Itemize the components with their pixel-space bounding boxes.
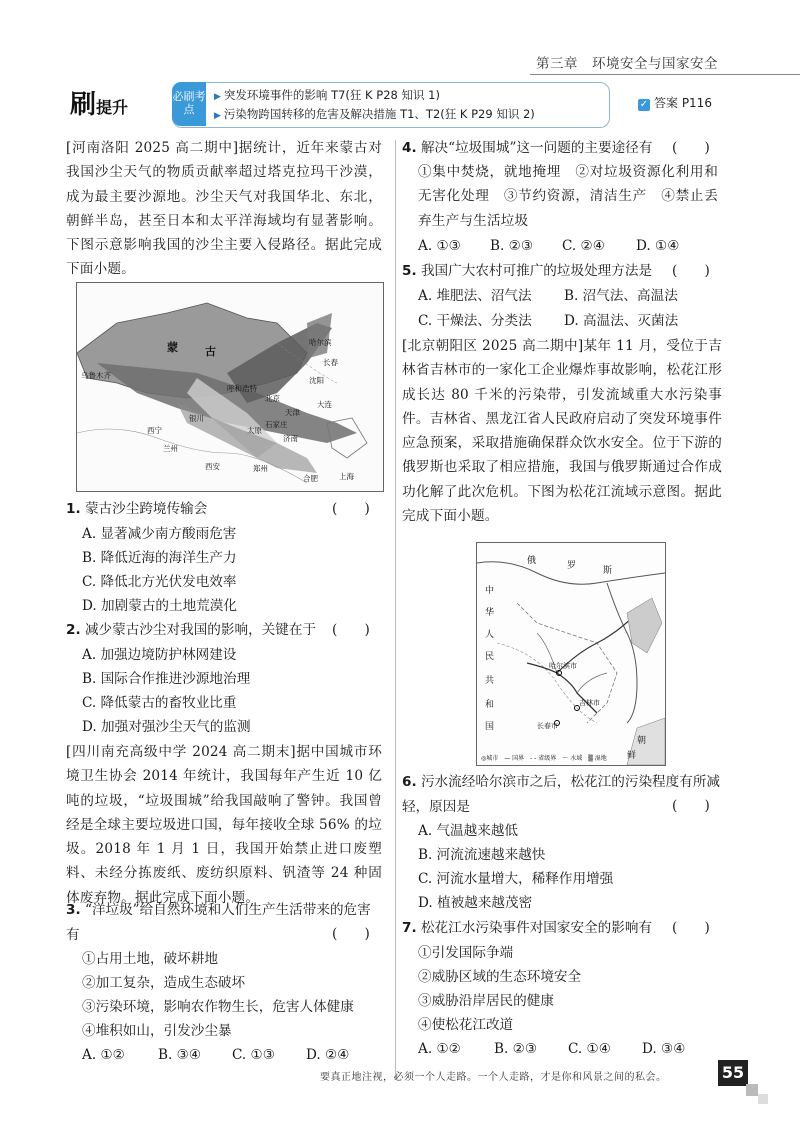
option[interactable]: C. 河流水量增大，稀释作用增强	[418, 871, 614, 887]
map-label: 上海	[339, 472, 354, 481]
map-label: 兰州	[163, 444, 178, 453]
option[interactable]: A. ①②	[82, 1047, 125, 1063]
option[interactable]: B. 降低近海的海洋生产力	[82, 550, 237, 566]
column-divider	[395, 140, 396, 1080]
map-label: 呼和浩特	[227, 384, 257, 393]
triangle-icon: ▶	[214, 92, 221, 102]
sandstorm-map-svg	[77, 283, 383, 491]
knowledge-line-2: ▶ 污染物跨国转移的危害及解决措施 T1、T2(狂 K P29 知识 2)	[214, 107, 535, 121]
option[interactable]: D. ①④	[636, 238, 680, 254]
map-label: 民	[485, 652, 495, 662]
songhua-map	[476, 542, 666, 766]
option[interactable]: B. ②③	[490, 238, 534, 254]
option[interactable]: C. ②④	[562, 238, 605, 254]
answer-bracket[interactable]: ( )	[672, 920, 710, 936]
map-label: 郑州	[253, 464, 268, 473]
answer-bracket[interactable]: ( )	[672, 140, 710, 156]
header-rule	[530, 74, 800, 75]
option[interactable]: D. ③④	[642, 1041, 686, 1057]
logo-small-text: 提升	[96, 98, 129, 117]
answer-ref[interactable]: ✓ 答案 P116	[639, 96, 712, 110]
option[interactable]: B. 河流流速越来越快	[418, 847, 546, 863]
option[interactable]: A. 气温越来越低	[418, 823, 519, 839]
map-label: 吉林市	[579, 699, 600, 707]
option[interactable]: A. 堆肥法、沼气法	[418, 288, 532, 304]
option[interactable]: B. 国际合作推进沙源地治理	[82, 671, 251, 687]
map-label: 天津	[285, 408, 300, 417]
logo-big-char: 刷	[70, 90, 97, 120]
page-number: 55	[718, 1060, 748, 1086]
map-label: 太原	[247, 426, 262, 435]
answer-bracket[interactable]: ( )	[332, 501, 370, 517]
option[interactable]: C. ①④	[568, 1041, 611, 1057]
option[interactable]: D. 高温法、灭菌法	[564, 313, 679, 329]
answer-bracket[interactable]: ( )	[332, 622, 370, 638]
map-label: 人	[485, 630, 495, 640]
option[interactable]: A. ①③	[418, 238, 461, 254]
option[interactable]: B. ②③	[494, 1041, 538, 1057]
map-label: 和	[485, 700, 495, 710]
section-logo	[70, 84, 128, 121]
statement: ③威胁沿岸居民的健康	[418, 993, 554, 1009]
map-label: 古	[205, 345, 216, 358]
corner-decoration	[746, 1084, 758, 1096]
map-label: 大连	[317, 400, 332, 409]
answer-bracket[interactable]: ( )	[672, 798, 710, 814]
map-label: 斯	[603, 566, 613, 576]
question-4: 4. 解决“垃圾围城”这一问题的主要途径有	[402, 140, 653, 156]
map-label: 俄	[527, 556, 537, 566]
chapter-title: 第三章 环境安全与国家安全	[536, 56, 718, 72]
footer-quote: 要真正地注视，必须一个人走路。一个人走路，才是你和风景之间的私会。	[320, 1072, 667, 1083]
map-label: 合肥	[303, 474, 318, 483]
map-legend: ◎城市 — 国界 - - 省级界 ～ 水域 ▒ 湿地	[481, 755, 607, 762]
statement: ④堆积如山，引发沙尘暴	[82, 1023, 232, 1039]
statement: ①占用土地，破坏耕地	[82, 951, 218, 967]
option[interactable]: A. 显著减少南方酸雨危害	[82, 526, 237, 542]
question-2: 2. 减少蒙古沙尘对我国的影响，关键在于	[66, 622, 317, 638]
question-1: 1. 蒙古沙尘跨境传输会	[66, 501, 208, 517]
option[interactable]: B. ③④	[158, 1047, 202, 1063]
map-label: 蒙	[167, 341, 178, 354]
option[interactable]: D. 加强对强沙尘天气的监测	[82, 719, 251, 735]
knowledge-badge: 必刷考点	[172, 82, 206, 126]
option[interactable]: C. 降低蒙古的畜牧业比重	[82, 695, 237, 711]
question-3: 3. “洋垃圾”给自然环境和人们生产生活带来的危害有	[66, 902, 371, 943]
passage-songhua: [北京朝阳区 2025 高二期中]某年 11 月，受位于吉林省吉林市的一家化工企业爆炸事故影响，松花江形成长达 80 千米的污染带，引发流域重大水污染事件。吉林省、黑龙江省人民政府启动了突发环境事件应急预案，采取措施确保群众饮水安全。位于下游的俄罗斯也采取了相应措施，我国与俄罗斯通过合作成功化解了此次危机。下图为松花江流域示意图。据此完成下面小题。	[402, 338, 722, 525]
knowledge-line-1: ▶ 突发环境事件的影响 T7(狂 K P28 知识 1)	[214, 88, 440, 102]
map-label: 哈尔滨市	[549, 662, 577, 670]
check-icon: ✓	[639, 99, 649, 110]
sandstorm-map	[76, 282, 384, 492]
map-label: 朝	[637, 736, 647, 746]
map-label: 乌鲁木齐	[81, 371, 111, 380]
option[interactable]: D. 植被越来越茂密	[418, 895, 533, 911]
map-label: 长春市	[537, 722, 558, 730]
option[interactable]: C. ①③	[232, 1047, 275, 1063]
map-label: 西安	[205, 462, 220, 471]
statement: ①引发国际争端	[418, 945, 514, 961]
statement: ④使松花江改道	[418, 1017, 514, 1033]
answer-bracket[interactable]: ( )	[332, 926, 370, 942]
statement: ③污染环境，影响农作物生长，危害人体健康	[82, 999, 354, 1015]
question-6: 6. 污水流经哈尔滨市之后，松花江的污染程度有所减轻，原因是	[402, 774, 721, 815]
songhua-map-svg	[477, 543, 665, 765]
map-label: 西宁	[147, 426, 162, 435]
question-7: 7. 松花江水污染事件对国家安全的影响有	[402, 920, 653, 936]
map-label: 长春	[323, 358, 338, 367]
answer-bracket[interactable]: ( )	[672, 263, 710, 279]
option[interactable]: D. ②④	[306, 1047, 350, 1063]
map-label: 罗	[567, 561, 577, 571]
question-4-body: ①集中焚烧，就地掩埋 ②对垃圾资源化利用和无害化处理 ③节约资源，清洁生产 ④禁止丢弃生产与生活垃圾	[418, 164, 718, 229]
map-label: 哈尔滨	[309, 338, 332, 347]
option[interactable]: D. 加剧蒙古的土地荒漠化	[82, 598, 237, 614]
passage-garbage: [四川南充高级中学 2024 高二期末]据中国城市环境卫生协会 2014 年统计，我国每年产生近 10 亿吨的垃圾，“垃圾围城”给我国敲响了警钟。我国曾经是全球主要垃圾进口国，每年接收全球 56% 的垃圾。2018 年 1 月 1 日，我国开始禁止进口废塑料、未经分拣废纸、废纺织原料、钒渣等 24 种固体废弃物。据此完成下面小题。	[66, 744, 382, 906]
corner-decoration	[758, 1094, 768, 1104]
map-label: 石家庄	[265, 420, 288, 429]
option[interactable]: B. 沼气法、高温法	[564, 288, 678, 304]
map-label: 中	[485, 586, 495, 596]
question-5: 5. 我国广大农村可推广的垃圾处理方法是	[402, 263, 653, 279]
map-label: 国	[485, 722, 495, 732]
map-label: 华	[485, 608, 495, 618]
option[interactable]: A. 加强边境防护林网建设	[82, 647, 237, 663]
map-label: 共	[485, 676, 495, 686]
statement: ②加工复杂，造成生态破坏	[82, 975, 246, 991]
map-label: 银川	[189, 414, 204, 423]
option[interactable]: A. ①②	[418, 1041, 461, 1057]
map-label: 济南	[283, 434, 298, 443]
passage-sandstorm: [河南洛阳 2025 高二期中]据统计，近年来蒙古对我国沙尘天气的物质贡献率超过塔克拉玛干沙漠，成为最主要沙源地。沙尘天气对我国华北、东北，朝鲜半岛，甚至日本和太平洋海域均有显著影响。下图示意影响我国的沙尘主要入侵路径。据此完成下面小题。	[66, 140, 382, 278]
map-label: 北京	[265, 394, 280, 403]
triangle-icon: ▶	[214, 111, 221, 121]
option[interactable]: C. 降低北方光伏发电效率	[82, 574, 237, 590]
statement: ②威胁区域的生态环境安全	[418, 969, 582, 985]
option[interactable]: C. 干燥法、分类法	[418, 313, 532, 329]
map-label: 沈阳	[309, 376, 324, 385]
map-label: 鲜	[627, 751, 637, 761]
